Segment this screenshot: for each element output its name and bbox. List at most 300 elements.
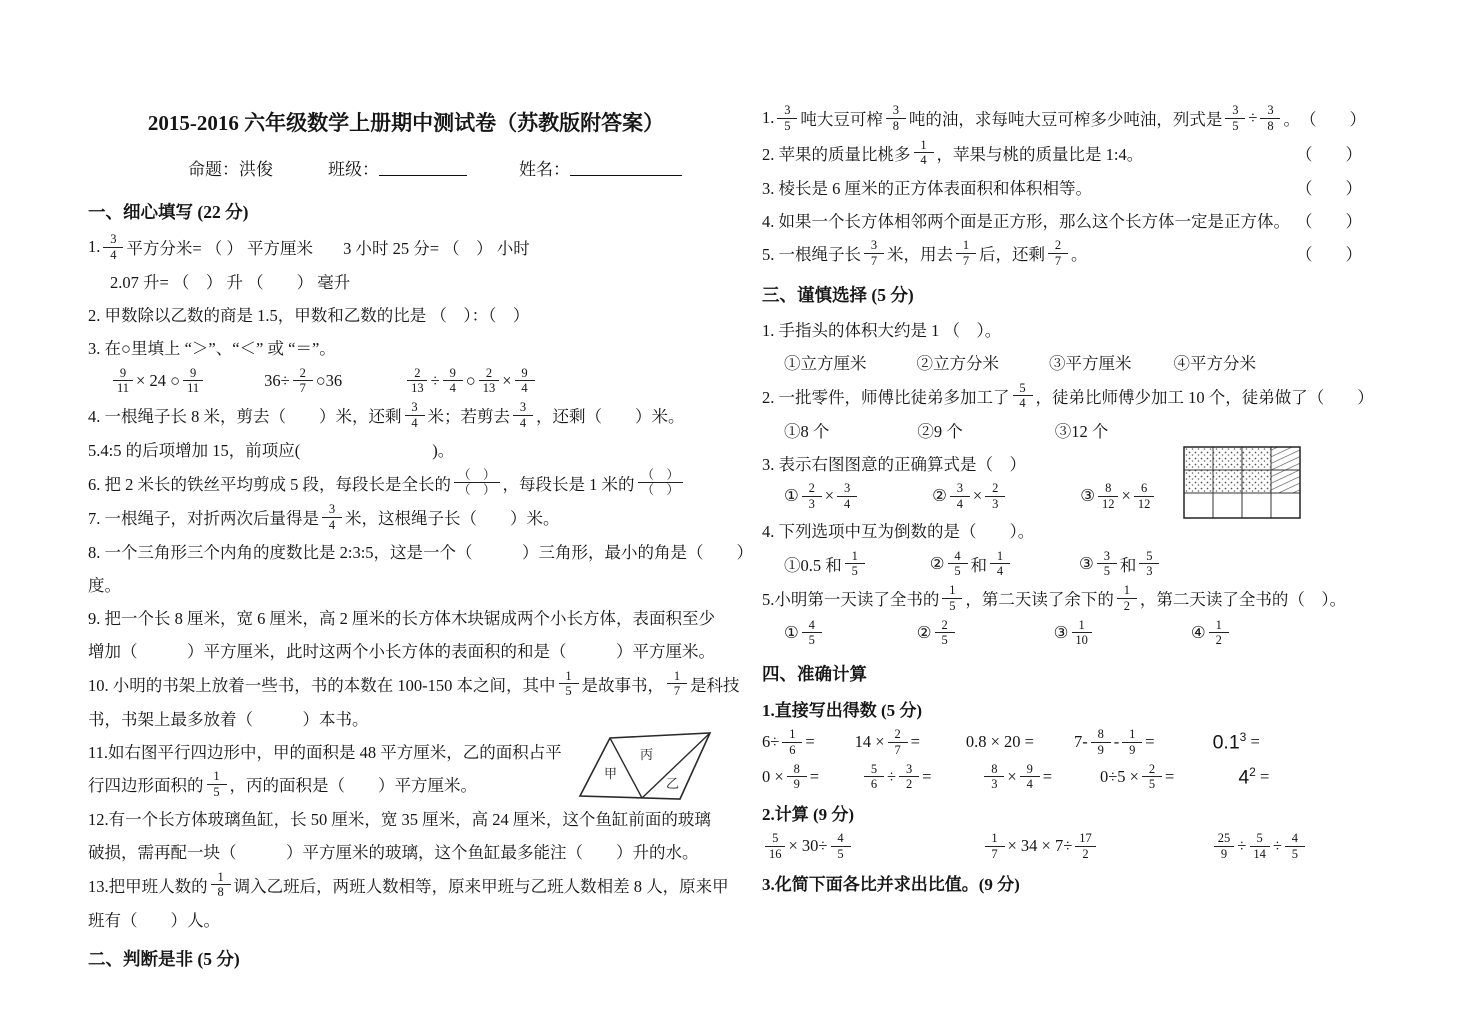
text-run: × xyxy=(1007,766,1017,786)
gap xyxy=(300,449,432,450)
text-run: 3 小时 25 分= （ ） 小时 xyxy=(343,239,530,259)
fraction-numerator: 1 xyxy=(845,549,865,565)
q9-line-1 xyxy=(88,602,724,633)
text-run: 一、细心填写 (22 分) xyxy=(88,202,249,222)
fraction-numerator: 5 xyxy=(864,762,884,778)
text-run: ，苹果与桃的质量比是 1:4。 xyxy=(936,144,1144,164)
fraction-numerator: 3 xyxy=(405,400,425,416)
calc-1-row-2 xyxy=(762,761,1362,794)
text-run: = xyxy=(1042,766,1052,786)
fraction-numerator: 2 xyxy=(985,481,1005,497)
fraction-numerator: 1 xyxy=(559,669,579,685)
power-exponent: 3 xyxy=(1239,730,1247,744)
fraction-denominator: 3 xyxy=(1146,564,1153,579)
fraction xyxy=(914,138,934,169)
text-run: 吨的油，求每吨大豆可榨多少吨油，列式是 xyxy=(908,110,1223,130)
fraction-denominator: 5 xyxy=(565,684,572,699)
fraction-denominator: 4 xyxy=(920,153,927,168)
fraction-denominator: 4 xyxy=(519,415,527,430)
choice-4-options xyxy=(762,548,1362,581)
fraction xyxy=(1071,618,1092,649)
gap xyxy=(1132,362,1174,363)
fraction xyxy=(293,366,313,397)
text-run: ② xyxy=(916,622,932,642)
q5-line xyxy=(88,434,724,465)
calc-2-row xyxy=(762,830,1362,863)
fraction xyxy=(1091,727,1111,758)
text-run: 4. 一根绳子长 8 米，剪去（ ）米，还剩 xyxy=(88,407,402,427)
gap xyxy=(920,742,966,743)
text-run: = xyxy=(1145,732,1155,752)
power-base: 0.1 xyxy=(1212,731,1240,754)
gap xyxy=(313,247,343,248)
blank-underline xyxy=(570,158,682,177)
fraction-numerator: 1 xyxy=(207,769,227,785)
text-run: 2. 苹果的质量比桃多 xyxy=(762,144,911,164)
fraction-numerator: 3 xyxy=(899,762,919,778)
fraction-denominator: 2 xyxy=(1082,846,1089,861)
judge-2 xyxy=(762,137,1362,170)
fraction-denominator: 5 xyxy=(784,118,791,133)
text-run: 和 xyxy=(1119,555,1137,575)
fraction xyxy=(1214,831,1235,862)
fraction-numerator: 8 xyxy=(1098,481,1118,497)
text-run: 5.4:5 的后项增加 15，前项应( xyxy=(88,441,301,460)
gap xyxy=(999,362,1049,363)
fraction-numerator: 1 xyxy=(985,831,1005,847)
choice-1-options xyxy=(762,347,1362,378)
fraction-denominator: 2 xyxy=(1123,598,1130,613)
section-3-heading xyxy=(762,279,1362,310)
fraction-denominator: 10 xyxy=(1075,633,1088,648)
section-4-heading xyxy=(762,658,1362,689)
text-run: 8. 一个三角形三个内角的度数比是 2:3:5，这是一个（ ）三角形，最小的角是（ ） xyxy=(88,543,754,562)
fraction-numerator: 3 xyxy=(837,481,857,497)
fraction-numerator: 1 xyxy=(1117,583,1137,599)
text-run: 3. 棱长是 6 厘米的正方体表面积和体积相等。 xyxy=(762,178,1092,198)
fraction-denominator: 6 xyxy=(789,742,796,757)
text-run: ④平方分米 xyxy=(1173,354,1256,373)
gap xyxy=(963,429,1055,430)
fraction-numerator: 1 xyxy=(990,549,1010,565)
gap xyxy=(1099,846,1211,847)
text-run: 1. xyxy=(88,237,101,257)
fraction-numerator: 1 xyxy=(956,238,976,254)
fraction xyxy=(1260,103,1280,134)
text-run: 6÷ xyxy=(762,732,780,752)
text-run: 1. 手指头的体积大约是 1 （ ）。 xyxy=(762,321,1002,340)
choice-3-options xyxy=(762,480,1362,513)
blank-underline xyxy=(379,158,467,177)
text-run: 7. 一根绳子，对折两次后量得是 xyxy=(88,509,319,529)
fraction-numerator: 17 xyxy=(1075,831,1096,847)
fraction-numerator: 3 xyxy=(886,103,906,119)
gap xyxy=(958,632,1054,633)
gap xyxy=(1052,776,1100,777)
text-run: ③ xyxy=(1080,486,1096,506)
fraction-numerator: 2 xyxy=(888,727,908,743)
fraction-numerator: 1 xyxy=(1209,618,1229,634)
text-run: 0 × xyxy=(762,766,784,786)
fraction xyxy=(1142,762,1162,793)
text-run: ③ xyxy=(1053,622,1069,642)
fraction-numerator: 2 xyxy=(293,366,313,382)
text-run: 度。 xyxy=(88,576,121,595)
text-run: 三、谨慎选择 (5 分) xyxy=(762,284,914,305)
text-run: × xyxy=(824,486,835,506)
section-1-heading xyxy=(88,196,724,227)
text-run: 二、判断是非 (5 分) xyxy=(88,949,240,969)
fraction xyxy=(1117,583,1137,614)
fraction-denominator: 4 xyxy=(328,517,336,532)
fraction xyxy=(454,468,500,499)
fraction-denominator: 5 xyxy=(213,784,220,799)
text-run: 是故事书， xyxy=(581,675,664,695)
q13-line-2 xyxy=(88,903,724,934)
fraction-numerator: 25 xyxy=(1214,831,1235,847)
fraction-numerator: 4 xyxy=(802,618,822,634)
power-expression xyxy=(1238,765,1256,790)
paper-meta xyxy=(88,150,724,184)
fraction-denominator: 11 xyxy=(117,381,130,396)
fraction xyxy=(985,831,1005,862)
text-run: 3.化简下面各比并求出比值。(9 分) xyxy=(762,874,1020,894)
text-run: ③ xyxy=(1079,553,1094,573)
fraction xyxy=(948,549,968,580)
q8-line-2 xyxy=(88,569,724,600)
text-run: 破损，需再配一块（ ）平方厘米的玻璃，这个鱼缸最多能注（ ）升的水。 xyxy=(88,843,699,862)
text-run: 。 xyxy=(1071,245,1088,265)
fraction xyxy=(103,232,123,263)
text-run: 0÷5 × xyxy=(1100,766,1139,786)
fraction-numerator: 5 xyxy=(1250,831,1270,847)
text-run: ④ xyxy=(1190,622,1206,642)
text-run: × xyxy=(972,486,983,506)
fraction xyxy=(1285,831,1305,862)
fraction-denominator: 4 xyxy=(449,381,456,396)
text-run: 书，书架上最多放着（ ）本书。 xyxy=(88,709,369,729)
fraction-numerator: 1 xyxy=(782,727,802,743)
fraction-denominator: 5 xyxy=(1291,846,1299,861)
text-run: 3. 表示右图图意的正确算式是（ ） xyxy=(762,454,1026,474)
text-run: ② xyxy=(932,486,947,506)
text-run: （ ） xyxy=(1296,245,1362,265)
text-run: 9. 把一个长 8 厘米，宽 6 厘米，高 2 厘米的长方体木块锯成两个小长方体，表面积至少 xyxy=(88,609,715,628)
gap xyxy=(815,742,855,743)
fraction-numerator: 2 xyxy=(479,366,499,382)
text-run: ，第二天读了余下的 xyxy=(965,590,1114,610)
text-run: 13.把甲班人数的 xyxy=(88,876,208,896)
text-run: 吨大豆可榨 xyxy=(800,110,883,130)
text-run: 姓名： xyxy=(519,159,570,179)
fraction-numerator: 2 xyxy=(407,366,427,382)
fraction-denominator: 4 xyxy=(521,381,528,396)
fraction xyxy=(479,366,500,397)
text-run: ，还剩（ ）米。 xyxy=(536,407,685,427)
fraction-numerator: 1 xyxy=(1072,618,1092,634)
label-jia: 甲 xyxy=(604,766,618,781)
gap xyxy=(1095,632,1191,633)
fraction xyxy=(638,468,684,499)
fraction-numerator: （ ） xyxy=(454,468,500,484)
fraction-numerator: 4 xyxy=(948,549,968,565)
fraction-denominator: 4 xyxy=(1019,396,1026,411)
fraction-denominator: 2 xyxy=(905,777,913,792)
paper-title xyxy=(88,102,724,142)
text-run: 5.小明第一天读了全书的 xyxy=(762,590,940,610)
text-run: ÷ xyxy=(1272,836,1282,856)
text-run: ○ xyxy=(465,370,476,390)
text-run: 2.07 升= （ ） 升 （ ） 毫升 xyxy=(110,273,351,292)
fraction-denominator: 4 xyxy=(1026,777,1033,792)
fraction xyxy=(1075,831,1096,862)
text-run: 是科技 xyxy=(690,675,740,695)
gap xyxy=(342,380,404,381)
text-run: × 34 × 7÷ xyxy=(1007,836,1073,856)
text-run: ，第二天读了全书的（ ）。 xyxy=(1139,590,1347,610)
calc-1-row-1 xyxy=(762,726,1362,759)
q2-line xyxy=(88,299,724,330)
fraction-denominator: 13 xyxy=(482,381,496,396)
gap xyxy=(829,429,917,430)
fraction xyxy=(787,762,807,793)
gap xyxy=(273,167,328,168)
fraction xyxy=(886,103,906,134)
text-run: 米，这根绳子长（ ）米。 xyxy=(345,509,560,529)
fraction-numerator: 3 xyxy=(513,400,533,416)
fraction xyxy=(935,618,955,649)
fraction xyxy=(837,481,857,512)
fraction-numerator: （ ） xyxy=(638,468,684,484)
text-run: （ ） xyxy=(1299,110,1366,130)
text-run: 和 xyxy=(970,555,988,575)
fraction xyxy=(1097,549,1117,580)
gap xyxy=(1155,742,1213,743)
fraction-denominator: 8 xyxy=(892,118,899,133)
label-bing: 丙 xyxy=(640,747,654,762)
fraction-denominator: 7 xyxy=(299,381,306,396)
fraction xyxy=(1225,103,1245,134)
fraction-numerator: 2 xyxy=(802,481,822,497)
fraction-denominator: 3 xyxy=(992,496,999,511)
fraction-numerator: 8 xyxy=(984,762,1004,778)
text-run: 平方分米= （ ） 平方厘米 xyxy=(126,239,314,259)
text-run: 班级： xyxy=(328,159,379,179)
q7-line xyxy=(88,501,724,534)
text-run: ÷ xyxy=(1237,836,1247,856)
fraction-denominator: 5 xyxy=(837,846,844,861)
text-run: 5. 一根绳子长 xyxy=(762,245,861,265)
text-run: 2015-2016 六年级数学上册期中测试卷（苏教版附答案） xyxy=(147,111,665,135)
fraction-numerator: 8 xyxy=(787,762,807,778)
gap xyxy=(868,563,930,564)
fraction-denominator: 13 xyxy=(411,381,424,396)
fraction-denominator: 7 xyxy=(1054,253,1062,268)
text-run: 12.有一个长方体玻璃鱼缸，长 50 厘米，宽 35 厘米，高 24 厘米，这个鱼缸前面的玻璃 xyxy=(88,810,711,829)
gap xyxy=(825,632,917,633)
text-run: × 24 ○ xyxy=(136,370,181,390)
fraction-denominator: 8 xyxy=(217,885,224,900)
fraction xyxy=(515,366,535,397)
fraction-denominator: 12 xyxy=(1102,496,1115,511)
left-column xyxy=(88,100,754,978)
text-run: 2.计算 (9 分) xyxy=(762,805,855,824)
fraction xyxy=(888,727,908,758)
fraction xyxy=(1209,618,1229,649)
section-2-heading xyxy=(88,943,724,974)
gap xyxy=(1008,496,1080,497)
fraction xyxy=(984,762,1004,793)
text-run: ○36 xyxy=(315,370,343,390)
fraction xyxy=(559,669,579,700)
fraction xyxy=(183,366,203,397)
fraction xyxy=(1013,381,1033,412)
text-run: = xyxy=(910,732,920,752)
fraction xyxy=(405,400,425,431)
calc-1-heading xyxy=(762,693,1362,724)
fraction-denominator: 5 xyxy=(941,633,948,648)
text-run: = xyxy=(922,766,932,786)
text-run: = xyxy=(805,732,815,752)
text-run: ，丙的面积是（ ）平方厘米。 xyxy=(229,776,477,796)
fraction-denominator: 7 xyxy=(673,684,681,699)
fraction-denominator: 4 xyxy=(956,496,964,511)
fraction xyxy=(802,481,822,512)
gap xyxy=(1174,776,1238,777)
text-run: 10. 小明的书架上放着一些书，书的本数在 100-150 本之间，其中 xyxy=(88,675,556,695)
fraction xyxy=(899,762,919,793)
text-run: ① xyxy=(784,622,799,642)
fraction-numerator: 9 xyxy=(1020,762,1040,778)
fraction-denominator: 8 xyxy=(1267,118,1274,133)
fraction-numerator: 1 xyxy=(914,138,934,154)
choice-5-options xyxy=(762,617,1362,650)
fraction-numerator: 4 xyxy=(1285,831,1305,847)
fraction xyxy=(777,103,797,134)
q12-line-1 xyxy=(88,803,724,834)
text-run: 6. 把 2 米长的铁丝平均剪成 5 段，每段长是全长的 xyxy=(88,474,451,494)
text-run: = xyxy=(1165,766,1175,786)
gap xyxy=(1013,563,1079,564)
text-run: 4. 如果一个长方体相邻两个面是正方形，那么这个长方体一定是正方体。 xyxy=(762,211,1290,231)
fraction-denominator: （ ） xyxy=(641,483,680,498)
q1-line-2 xyxy=(88,266,724,297)
text-run: = xyxy=(1246,732,1260,752)
q6-line xyxy=(88,467,724,500)
q4-line xyxy=(88,399,724,432)
fraction-denominator: 4 xyxy=(996,564,1004,579)
fraction-denominator: 7 xyxy=(894,742,901,757)
choice-2-options xyxy=(762,414,1362,445)
fraction xyxy=(113,366,133,397)
fraction-numerator: 5 xyxy=(765,831,785,847)
text-run: ③平方厘米 xyxy=(1049,354,1132,373)
text-run: ③12 个 xyxy=(1054,421,1109,441)
text-run: 36÷ xyxy=(264,370,290,390)
text-run: 3. 在○里填上 “＞”、“＜” 或 “＝”。 xyxy=(88,339,336,358)
fraction-numerator: 9 xyxy=(443,366,463,382)
fraction-numerator: 3 xyxy=(1225,103,1245,119)
text-run: × 30÷ xyxy=(788,836,828,856)
choice-4 xyxy=(762,515,1362,546)
text-run: （ ） xyxy=(1296,144,1362,164)
fraction-denominator: 4 xyxy=(110,247,117,262)
fraction xyxy=(864,238,884,269)
fraction xyxy=(207,769,227,800)
calc-3-heading xyxy=(762,867,1362,898)
fraction-denominator: 3 xyxy=(808,496,815,511)
text-run: ② xyxy=(929,553,945,573)
text-run: = xyxy=(1255,766,1270,786)
fraction-numerator: 1 xyxy=(667,669,687,685)
text-run: ①0.5 和 xyxy=(784,555,842,575)
choice-5 xyxy=(762,582,1362,615)
fraction-denominator: 5 xyxy=(1148,777,1156,792)
fraction-numerator: 6 xyxy=(1134,481,1154,497)
text-run: × xyxy=(502,370,512,390)
fraction-denominator: 5 xyxy=(851,564,858,579)
gap xyxy=(206,380,264,381)
text-run: ，每段长是 1 米的 xyxy=(502,474,635,494)
q3-line-1 xyxy=(88,332,724,363)
power-base: 4 xyxy=(1238,766,1250,788)
text-run: （ ） xyxy=(1296,178,1362,198)
fraction xyxy=(443,366,463,397)
fraction xyxy=(802,618,822,649)
fraction-denominator: 4 xyxy=(411,415,418,430)
text-run: ②立方分米 xyxy=(916,354,999,373)
text-run: 4. 下列选项中互为倒数的是（ ）。 xyxy=(762,522,1035,541)
fraction xyxy=(1020,762,1040,793)
fraction-numerator: 2 xyxy=(935,618,955,634)
text-run: 2. 一批零件，师傅比徒弟多加工了 xyxy=(762,387,1010,407)
text-run: 0.8 × 20 = xyxy=(965,732,1034,752)
fraction xyxy=(942,583,962,614)
text-run: ① xyxy=(784,486,799,506)
fraction xyxy=(211,870,231,901)
fraction-numerator: 2 xyxy=(1048,238,1068,254)
text-run: 命题：洪俊 xyxy=(188,159,273,179)
fraction xyxy=(513,400,533,431)
right-column xyxy=(762,100,1374,900)
text-run: 行四边形面积的 xyxy=(88,776,204,796)
text-run: 1. xyxy=(762,108,775,128)
fraction-denominator: 5 xyxy=(808,633,815,648)
calc-2-heading xyxy=(762,797,1362,828)
fraction-denominator: 5 xyxy=(1103,564,1110,579)
fraction-denominator: 5 xyxy=(949,598,956,613)
text-run: ，徒弟比师傅少加工 10 个，徒弟做了（ ） xyxy=(1035,387,1374,407)
text-run: （ ） xyxy=(1296,211,1362,231)
fraction-numerator: 3 xyxy=(950,481,970,497)
q3-line-2 xyxy=(88,365,724,398)
judge-3 xyxy=(762,171,1362,202)
q11-line-2 xyxy=(88,768,724,801)
fraction-numerator: 3 xyxy=(103,232,123,248)
fraction-numerator: 4 xyxy=(831,831,851,847)
fraction-denominator: 16 xyxy=(769,846,782,861)
fraction-numerator: 3 xyxy=(864,238,884,254)
q10-line-1 xyxy=(88,668,740,701)
fraction-denominator: 9 xyxy=(1097,742,1104,757)
text-run: 11.如右图平行四边形中，甲的面积是 48 平方厘米，乙的面积占平 xyxy=(88,742,562,762)
fraction-denominator: 7 xyxy=(962,253,970,268)
fraction-denominator: （ ） xyxy=(458,483,496,498)
text-run: 1.直接写出得数 (5 分) xyxy=(762,701,923,720)
gap xyxy=(819,776,861,777)
fraction xyxy=(956,238,976,269)
fraction xyxy=(1098,481,1119,512)
